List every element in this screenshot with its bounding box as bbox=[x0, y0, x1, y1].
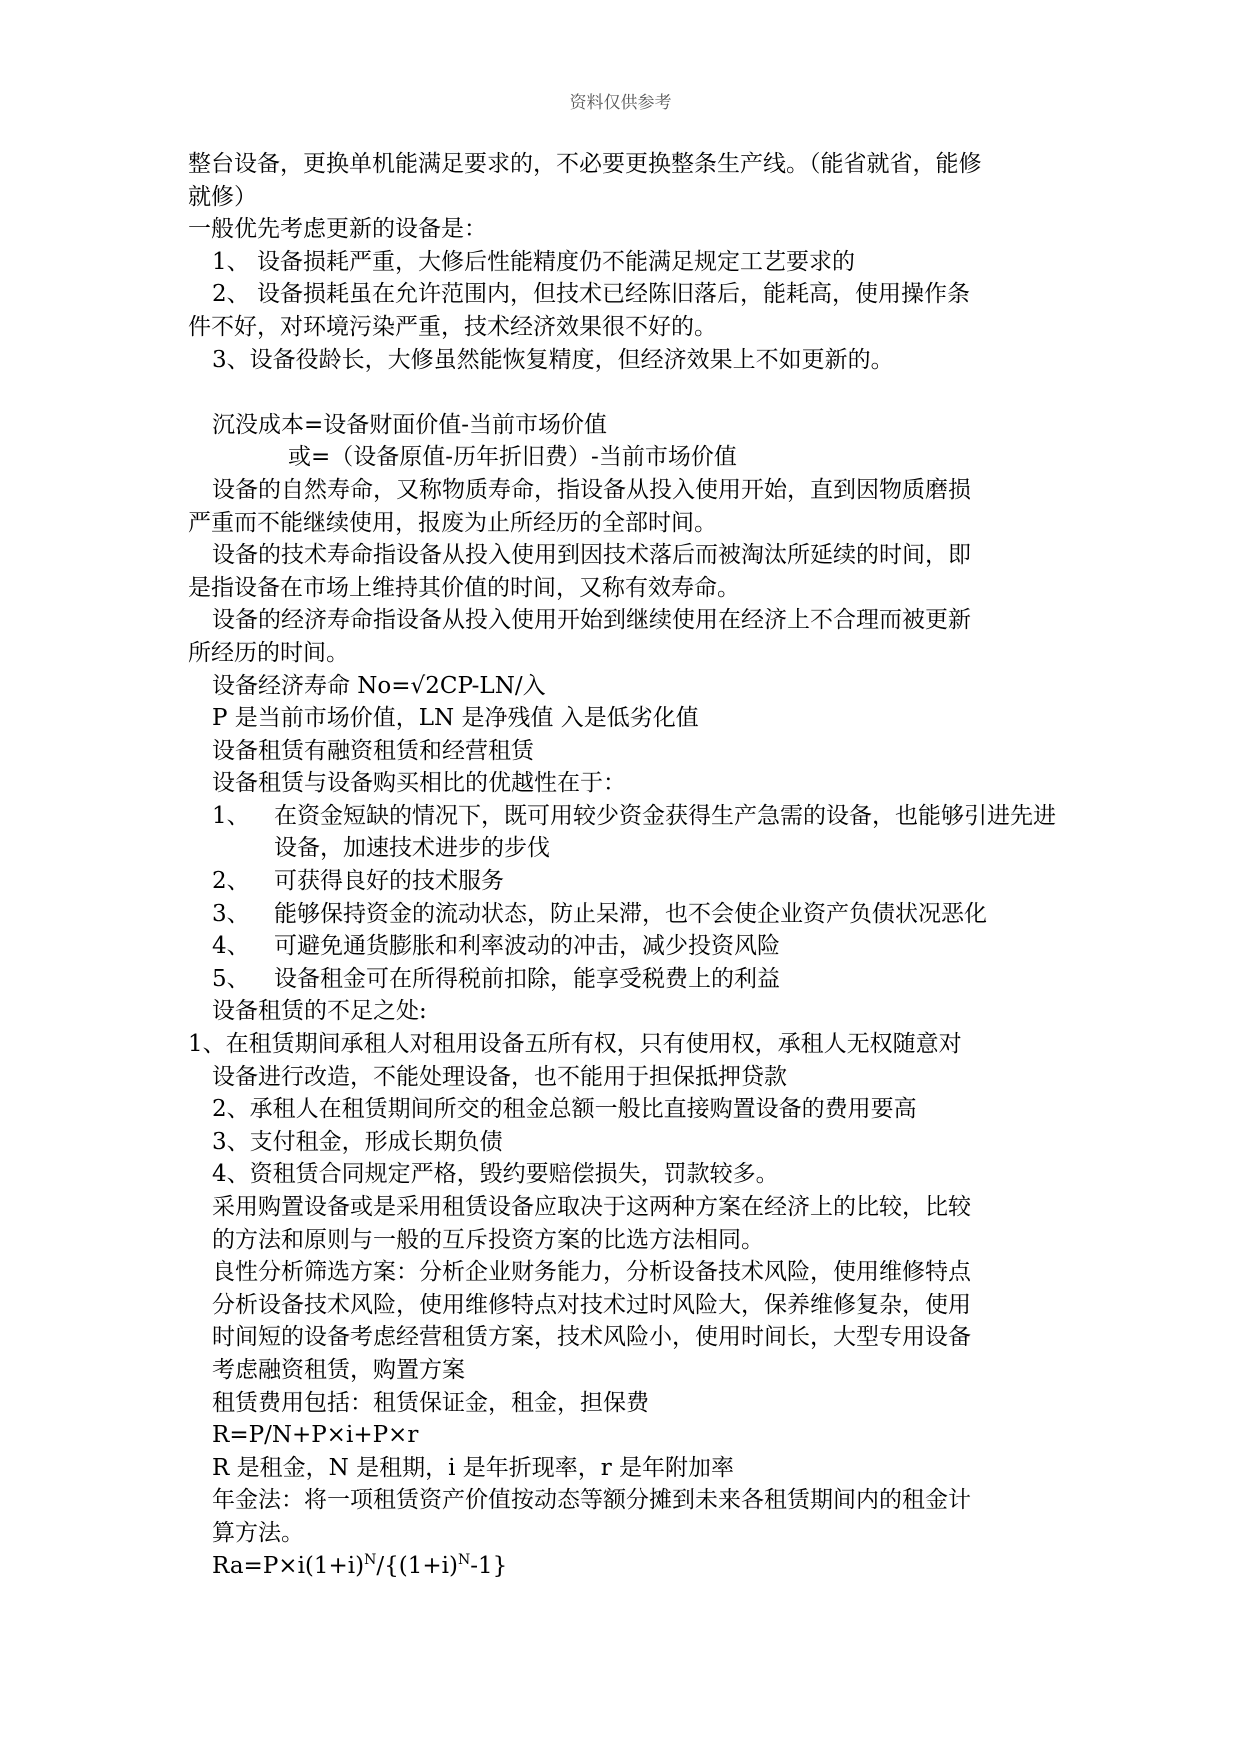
para-line: 设备的技术寿命指设备从投入使用到因技术落后而被淘汰所延续的时间，即 bbox=[212, 542, 971, 569]
list-text: 能够保持资金的流动状态，防止呆滞，也不会使企业资产负债状况恶化 bbox=[274, 900, 987, 927]
para-line: 2、 设备损耗虽在允许范围内，但技术已经陈旧落后，能耗高，使用操作条 bbox=[212, 281, 970, 308]
para-line: 设备的经济寿命指设备从投入使用开始到继续使用在经济上不合理而被更新 bbox=[212, 607, 971, 634]
para-line: R 是租金，N 是租期，i 是年折现率，r 是年附加率 bbox=[212, 1454, 735, 1481]
para-line: 3、设备役龄长，大修虽然能恢复精度，但经济效果上不如更新的。 bbox=[212, 346, 894, 373]
para-line: 所经历的时间。 bbox=[188, 639, 349, 666]
para-line: 设备租赁与设备购买相比的优越性在于： bbox=[212, 770, 626, 797]
list-item bbox=[188, 930, 1060, 963]
list-number: 2、 bbox=[212, 868, 250, 895]
para-line: 一般优先考虑更新的设备是： bbox=[188, 216, 487, 243]
list-item bbox=[188, 800, 1060, 865]
formula-part: Ra=P×i(1+i) bbox=[212, 1552, 365, 1579]
para-line: 设备进行改造，不能处理设备，也不能用于担保抵押贷款 bbox=[212, 1063, 787, 1090]
para-line: 时间短的设备考虑经营租赁方案，技术风险小，使用时间长，大型专用设备 bbox=[212, 1324, 971, 1351]
para-line: 就修） bbox=[188, 183, 257, 210]
para-line: 分析设备技术风险，使用维修特点对技术过时风险大，保养维修复杂，使用 bbox=[212, 1291, 971, 1318]
page-header: 资料仅供参考 bbox=[569, 93, 672, 113]
formula-exponent: N bbox=[457, 1551, 471, 1568]
para-line: 考虑融资租赁，购置方案 bbox=[212, 1356, 465, 1383]
para-line: 设备租赁的不足之处: bbox=[212, 998, 427, 1025]
list-item bbox=[188, 898, 1060, 931]
list-item bbox=[188, 865, 1060, 898]
para-line: 1、 设备损耗严重，大修后性能精度仍不能满足规定工艺要求的 bbox=[212, 248, 855, 275]
formula-part: -1} bbox=[470, 1552, 508, 1579]
para-line: 是指设备在市场上维持其价值的时间，又称有效寿命。 bbox=[188, 574, 740, 601]
para-line: 算方法。 bbox=[212, 1519, 304, 1546]
para-line: P 是当前市场价值，LN 是净残值 入是低劣化值 bbox=[212, 705, 699, 732]
list-text: 设备租金可在所得税前扣除，能享受税费上的利益 bbox=[274, 965, 780, 992]
para-line: 1、在租赁期间承租人对租用设备五所有权，只有使用权，承租人无权随意对 bbox=[188, 1031, 962, 1058]
para-line: 设备的自然寿命，又称物质寿命，指设备从投入使用开始，直到因物质磨损 bbox=[212, 476, 971, 503]
para-line: 3、支付租金，形成长期负债 bbox=[212, 1128, 503, 1155]
annuity-formula bbox=[188, 1550, 1060, 1583]
formula-part: /{(1+i) bbox=[376, 1552, 458, 1579]
para-line: 的方法和原则与一般的互斥投资方案的比选方法相同。 bbox=[212, 1226, 764, 1253]
formula-exponent: N bbox=[364, 1551, 377, 1568]
list-number: 4、 bbox=[212, 933, 250, 960]
blank-line bbox=[188, 376, 1060, 409]
list-number: 5、 bbox=[212, 965, 250, 992]
para-line: 4、资租赁合同规定严格，毁约要赔偿损失，罚款较多。 bbox=[212, 1161, 779, 1188]
list-text: 可避免通货膨胀和利率波动的冲击，减少投资风险 bbox=[274, 933, 780, 960]
para-line: 沉没成本=设备财面价值-当前市场价值 bbox=[212, 411, 608, 438]
list-text: 可获得良好的技术服务 bbox=[274, 868, 504, 895]
para-line: 件不好，对环境污染严重，技术经济效果很不好的。 bbox=[188, 313, 717, 340]
para-line: 年金法：将一项租赁资产价值按动态等额分摊到未来各租赁期间内的租金计 bbox=[212, 1487, 971, 1514]
list-number: 1、 bbox=[212, 802, 250, 829]
para-line: 设备经济寿命 No=√2CP-LN/入 bbox=[212, 672, 546, 699]
list-item bbox=[188, 963, 1060, 996]
list-text: 在资金短缺的情况下，既可用较少资金获得生产急需的设备，也能够引进先进设备，加速技术进步的步伐 bbox=[274, 802, 1056, 862]
formula-line: R=P/N+P×i+P×r bbox=[212, 1422, 419, 1449]
para-line: 或=（设备原值-历年折旧费）-当前市场价值 bbox=[288, 444, 737, 471]
para-line: 租赁费用包括：租赁保证金，租金，担保费 bbox=[212, 1389, 649, 1416]
para-line: 良性分析筛选方案：分析企业财务能力，分析设备技术风险，使用维修特点 bbox=[212, 1259, 971, 1286]
para-line: 严重而不能继续使用，报废为止所经历的全部时间。 bbox=[188, 509, 717, 536]
para-line: 2、承租人在租赁期间所交的租金总额一般比直接购置设备的费用要高 bbox=[212, 1096, 917, 1123]
document-body bbox=[188, 148, 1060, 1582]
para-line: 采用购置设备或是采用租赁设备应取决于这两种方案在经济上的比较，比较 bbox=[212, 1194, 971, 1220]
list-number: 3、 bbox=[212, 900, 250, 927]
para-line: 设备租赁有融资租赁和经营租赁 bbox=[212, 737, 534, 764]
para-line: 整台设备，更换单机能满足要求的，不必要更换整条生产线。（能省就省，能修 bbox=[188, 151, 982, 177]
